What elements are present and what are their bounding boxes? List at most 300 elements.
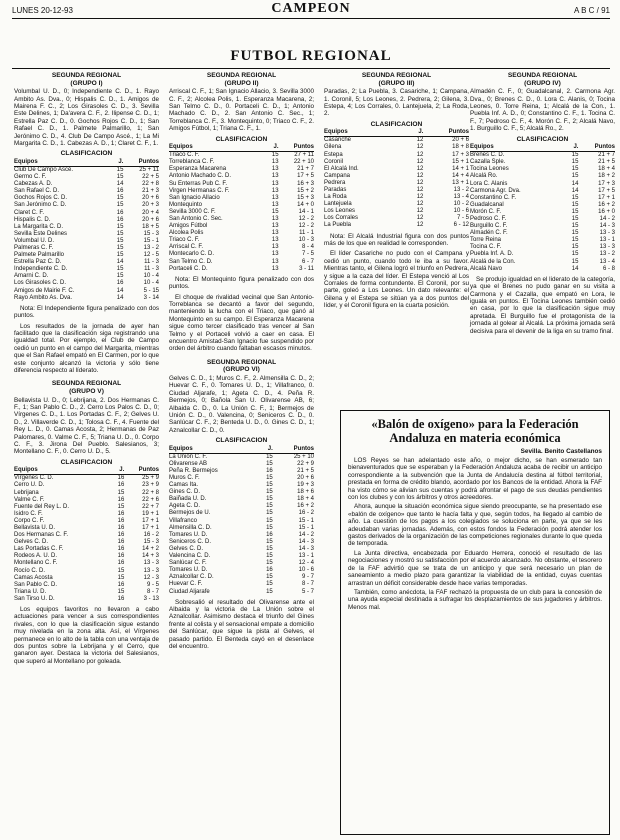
points: 15 + 1 bbox=[452, 158, 469, 165]
team-name: Su Enterras Pub C. F. bbox=[169, 180, 228, 187]
team-name: San Ignacio Allacio bbox=[169, 194, 220, 201]
standings-row bbox=[169, 503, 314, 510]
group-commentary: Se produjo igualdad en el liderato de la categoría, ya que el Brenes no pudo ganar en su visita a Carmona y el Cazalla, que empató en Lora, le iguala en puntos. El Tocina Leones también cedió en casa, por lo que la clasificación sigue muy apretada. El Burguillo fue el protagonista de la jornada al golear al Alcalá. La próxima jornada será decisiva para el devenir de la liga en su tramo final. bbox=[470, 275, 615, 335]
standings-row bbox=[169, 181, 314, 188]
points: 14 + 3 bbox=[142, 553, 159, 560]
standings-row bbox=[324, 208, 469, 215]
standings-row bbox=[14, 504, 159, 511]
games-played: 14 bbox=[571, 180, 579, 187]
standings-row bbox=[169, 553, 314, 560]
column-1 bbox=[14, 72, 159, 671]
points: 12 - 3 bbox=[143, 574, 159, 581]
team-name: La Unión C. F. bbox=[169, 453, 208, 460]
games-played: 15 bbox=[116, 195, 124, 202]
standings-row bbox=[324, 215, 469, 222]
standings-row bbox=[169, 475, 314, 482]
games-played: 15 bbox=[266, 588, 273, 595]
standings-row bbox=[470, 266, 615, 273]
games-played: 13 bbox=[271, 180, 279, 187]
team-name: Amigos de Mairie F. C. bbox=[14, 287, 75, 294]
points: 17 + 5 bbox=[297, 173, 314, 180]
standings-row bbox=[14, 181, 159, 188]
standings-row bbox=[324, 173, 469, 180]
points: 25 + 11 bbox=[139, 166, 159, 173]
points: 7 - 5 bbox=[301, 251, 314, 258]
standings-row bbox=[324, 187, 469, 194]
standings-row bbox=[470, 223, 615, 230]
group-block bbox=[14, 72, 159, 374]
group-results: Volumbal U. D., 0; Independiente C. D., 1. Rayo Ambito As. Dva., 0; Hispalis C. D., 1. Amigos de Mairena F. C., 2; Los Girasoles C. D., 3. Sevilla Este Delines, 1; Da'avera C. F., 2. Ilipense C. D., 1; Estrella Paz C. D., 0. Gochos Rojos C. D., 1; San Rafael C. D., 1. Palmete Palmarillo, 1; San Jerónimo C. D., 4. Club De Campo Ascé., 1; La Mi Margarita C. D., 1. Cabezas A. D., 1; Claret C. F., 1. bbox=[14, 88, 159, 148]
standings-header-cell: Equipos bbox=[14, 467, 108, 475]
standings-row bbox=[169, 546, 314, 553]
classification-heading: CLASIFICACION bbox=[370, 120, 423, 128]
classification-heading: CLASIFICACION bbox=[60, 458, 113, 466]
games-played: 12 bbox=[416, 222, 424, 229]
standings-row bbox=[470, 159, 615, 166]
games-played: 14 bbox=[571, 265, 579, 272]
team-name: Camas Acosta bbox=[14, 574, 53, 581]
games-played: 13 bbox=[271, 258, 279, 265]
games-played: 16 bbox=[117, 532, 125, 539]
points: 12 - 5 bbox=[143, 252, 159, 259]
standings-row bbox=[169, 152, 314, 160]
points: 16 - 2 bbox=[143, 532, 159, 539]
games-played: 15 bbox=[116, 266, 124, 273]
team-name: San Jerónimo C. D. bbox=[14, 202, 67, 209]
standings-header-row bbox=[14, 467, 159, 475]
standings-row bbox=[169, 453, 314, 461]
feature-body bbox=[348, 457, 602, 611]
standings-row bbox=[14, 511, 159, 518]
column-3 bbox=[324, 72, 469, 316]
games-played: 12 bbox=[416, 165, 424, 172]
standings-header-cell: Puntos bbox=[273, 446, 314, 454]
games-played: 15 bbox=[571, 159, 579, 166]
team-name: Sanlúcar C. F. bbox=[169, 560, 207, 567]
points: 8 - 4 bbox=[301, 244, 314, 251]
team-name: Esperanza Macarena bbox=[169, 166, 227, 173]
standings-row bbox=[169, 188, 314, 195]
standings-row bbox=[14, 295, 159, 302]
games-played: 15 bbox=[117, 574, 125, 581]
games-played: 16 bbox=[117, 510, 125, 517]
column-2 bbox=[169, 72, 314, 656]
points: 22 + 8 bbox=[142, 181, 159, 188]
games-played: 13 bbox=[271, 187, 279, 194]
team-name: Alcalá Navo bbox=[470, 265, 503, 272]
points: 10 - 2 bbox=[453, 201, 469, 208]
games-played: 14 bbox=[116, 259, 124, 266]
games-played: 13 bbox=[271, 223, 279, 230]
standings-row bbox=[470, 244, 615, 251]
team-name: Los Leones bbox=[324, 208, 356, 215]
group-block bbox=[324, 72, 469, 310]
games-played: 16 bbox=[116, 188, 124, 195]
standings-row bbox=[470, 188, 615, 195]
team-name: Hispalis C. D. bbox=[14, 216, 51, 223]
points: 14 + 2 bbox=[142, 546, 159, 553]
points: 15 - 1 bbox=[143, 237, 159, 244]
team-name: Amarni C. D. bbox=[14, 273, 49, 280]
games-played: 15 bbox=[271, 152, 279, 159]
standings-row bbox=[14, 482, 159, 489]
team-name: Huevar C. F. bbox=[169, 581, 203, 588]
standings-header-cell: Equipos bbox=[470, 144, 561, 152]
games-played: 13 bbox=[271, 194, 279, 201]
standings-row bbox=[14, 568, 159, 575]
points: 14 - 1 bbox=[298, 208, 314, 215]
team-name: Arriscal C. F. bbox=[169, 244, 204, 251]
team-name: La Roda bbox=[324, 194, 347, 201]
games-played: 15 bbox=[271, 208, 279, 215]
team-name: Gines C. D. bbox=[169, 489, 201, 496]
games-played: 15 bbox=[116, 244, 124, 251]
points: 21 + 7 bbox=[297, 166, 314, 173]
points: 18 + 2 bbox=[598, 173, 615, 180]
games-played: 15 bbox=[266, 503, 273, 510]
standings-header-cell: Puntos bbox=[423, 129, 469, 137]
points: 13 - 4 bbox=[453, 194, 469, 201]
points: 6 - 7 bbox=[301, 258, 314, 265]
team-name: Villafranco bbox=[169, 517, 197, 524]
standings-row bbox=[169, 230, 314, 237]
points: 10 - 4 bbox=[143, 273, 159, 280]
team-name: Sevilla 3000 C. F. bbox=[169, 208, 216, 215]
group-subtitle: (GRUPO IV) bbox=[524, 79, 561, 87]
team-name: Gilena bbox=[324, 144, 342, 151]
section-name: CAMPEON bbox=[271, 1, 351, 16]
games-played: 16 bbox=[117, 496, 125, 503]
group-title: SEGUNDA REGIONAL bbox=[51, 380, 122, 388]
group-results: Bellavista U. D., 0; Lebrijana, 2. Dos Hermanas C. F., 1; San Pablo C. D., 2. Cerro Los Palos C. D., 0; Vírgenes C. D., 1. Los Portadas C. F., 2; Gelves U. D., 2. Villaverde C. D., 1; Tolosa C. F., 4. Fuente del Rey L. D., 0. Camas Acosta, 2; Hermanas de Paz Palomares, 0. Valme C. F., 5; Triana U. D., 0. Corpo C. F., 3. Jirona Del Pueblo. Salesianos, 3; Montellano C. F., 0. Cerro U. D., 5. bbox=[14, 396, 159, 456]
points: 19 + 1 bbox=[142, 510, 159, 517]
standings-row bbox=[169, 518, 314, 525]
points: 5 - 15 bbox=[143, 287, 159, 294]
standings-row bbox=[14, 596, 159, 603]
standings-header-row bbox=[324, 129, 469, 137]
points: 7 - 5 bbox=[456, 215, 469, 222]
team-name: Carmona Agr. Dva. bbox=[470, 187, 521, 194]
points: 9 - 7 bbox=[301, 574, 314, 581]
standings-row bbox=[169, 567, 314, 574]
group-subtitle: (GRUPO VI) bbox=[223, 366, 260, 374]
games-played: 15 bbox=[117, 503, 125, 510]
points: 17 + 5 bbox=[598, 187, 615, 194]
points: 25 + 10 bbox=[293, 453, 314, 460]
games-played: 15 bbox=[116, 273, 124, 280]
standings-row bbox=[14, 195, 159, 202]
points: 11 - 3 bbox=[144, 259, 159, 266]
points: 11 - 3 bbox=[144, 266, 159, 273]
games-played: 15 bbox=[571, 173, 579, 180]
group-commentary: Sobresalió el resultado del Olivarense ante el Albaida y la victoria de La Unión sobre el Aznalcollar. Asimismo destaca el triunfo del Gines frente al colista y el sensacional empate a domicilio del Sanlúcar, que sigue la pista al Gelves, el pasado partido. El Benteda cayó en el desenlace del encuentro. bbox=[169, 598, 314, 651]
points: 15 - 3 bbox=[143, 539, 159, 546]
points: 13 - 4 bbox=[599, 258, 615, 265]
team-name: Morón C. F. bbox=[470, 208, 502, 215]
games-played: 13 bbox=[271, 251, 279, 258]
games-played: 15 bbox=[266, 510, 273, 517]
points: 20 + 6 bbox=[142, 216, 159, 223]
points: 22 + 7 bbox=[142, 503, 159, 510]
standings-header-cell: J. bbox=[256, 446, 273, 454]
team-name: Puebla Inf. A. D. bbox=[470, 251, 514, 258]
points: 18 + 4 bbox=[297, 496, 314, 503]
team-name: Estrella Paz C. D. bbox=[14, 259, 62, 266]
points: 13 - 1 bbox=[298, 553, 314, 560]
standings-row bbox=[470, 216, 615, 223]
games-played: 12 bbox=[416, 201, 424, 208]
group-results: Arriscal C. F., 1; San Ignacio Allacio, 3. Sevilla 3000 C. F., 2; Alcolea Polis, 1. Esperanza Macarena, 2; San Telmo C. D., 0. Portaceli C. D., 1; Antonio Machado C. D., 2. San Antonio C. Sec., 1; Torreblanca C. F., 3. Montequinto, 0; Triaco C. F., 2. Amigos Fútbol, 1; Triana C. F., 1. bbox=[169, 88, 314, 133]
games-played: 13 bbox=[271, 265, 279, 272]
games-played: 15 bbox=[116, 223, 124, 230]
standings-row bbox=[324, 159, 469, 166]
team-name: Casariche bbox=[324, 137, 352, 144]
points: 12 - 2 bbox=[298, 215, 314, 222]
page-title: FUTBOL REGIONAL bbox=[12, 48, 610, 69]
games-played: 13 bbox=[271, 159, 279, 166]
points: 14 - 2 bbox=[599, 215, 615, 222]
points: 14 + 0 bbox=[297, 201, 314, 208]
standings-row bbox=[14, 553, 159, 560]
team-name: Sevilla Este Delines bbox=[14, 230, 68, 237]
games-played: 12 bbox=[416, 208, 424, 215]
games-played: 13 bbox=[271, 237, 279, 244]
team-name: Claret C. F. bbox=[14, 209, 45, 216]
standings-header-row bbox=[470, 144, 615, 152]
team-name: Los Corrales bbox=[324, 215, 359, 222]
standings-row bbox=[169, 237, 314, 244]
team-name: Peña R. Bermejos bbox=[169, 467, 218, 474]
games-played: 15 bbox=[266, 538, 273, 545]
points: 10 - 4 bbox=[143, 280, 159, 287]
standings-row bbox=[470, 259, 615, 266]
group-title: SEGUNDA REGIONAL bbox=[206, 358, 277, 366]
standings-row bbox=[169, 574, 314, 581]
team-name: Pedroso C. F. bbox=[470, 215, 507, 222]
games-played: 16 bbox=[117, 546, 125, 553]
standings-header-cell: Equipos bbox=[324, 129, 402, 137]
standings-header-cell: Puntos bbox=[124, 467, 159, 475]
team-name: San Pablo C. D. bbox=[14, 581, 58, 588]
standings-row bbox=[14, 238, 159, 245]
standings-row bbox=[169, 216, 314, 223]
games-played: 16 bbox=[117, 524, 125, 531]
team-name: Rocío C. D. bbox=[14, 567, 46, 574]
group-title: SEGUNDA REGIONAL bbox=[507, 72, 578, 79]
games-played: 15 bbox=[266, 453, 273, 460]
team-name: San Rafael C. D. bbox=[14, 188, 60, 195]
games-played: 16 bbox=[117, 482, 125, 489]
group-subtitle: (GRUPO V) bbox=[69, 387, 104, 395]
group-commentary: El choque de rivalidad vecinal que San Antonio-Torreblanca se decantó a favor del segundo, manteniendo la lucha con el Triaco, que ganó al Montequinto en su campo. El Esperanza Macarena sigue como tercer clasificado tras vencer al San Telmo y el Portaceli volvió a caer en casa. El encuentro Amistad-San Ignacio fue suspendido por orden del árbitro cuando faltaban escasos minutos. bbox=[169, 293, 314, 353]
feature-paragraph: También, como anécdota, la FAF rechazó la propuesta de un club para la concesión de una ayuda especial destinada a sufragar los desplazamientos de sus jugadores y árbitros. Menos mal. bbox=[348, 588, 602, 611]
standings-row bbox=[470, 251, 615, 258]
standings-row bbox=[324, 201, 469, 208]
standings-row bbox=[169, 166, 314, 173]
points: 10 - 6 bbox=[453, 208, 469, 215]
standings-table bbox=[470, 144, 615, 273]
points: 15 + 3 bbox=[297, 194, 314, 201]
page-header bbox=[12, 1, 610, 19]
games-played: 16 bbox=[266, 567, 273, 574]
team-name: Palmeras C. F. bbox=[14, 244, 54, 251]
group-title: SEGUNDA REGIONAL bbox=[361, 72, 432, 79]
classification-heading: CLASIFICACION bbox=[215, 135, 268, 143]
standings-row bbox=[470, 202, 615, 209]
standings-row bbox=[169, 209, 314, 216]
standings-header-cell: J. bbox=[402, 129, 424, 137]
games-played: 15 bbox=[117, 588, 125, 595]
points: 19 + 3 bbox=[297, 482, 314, 489]
points: 13 - 2 bbox=[453, 186, 469, 193]
group-commentary: El líder Casariche no pudo con el Campana y cedió un punto, cuando todo le iba a su favor. Mientras tanto, el Gilena logró el triunfo en Pedrera, y sigue a la caza del líder. El Estepa venció al Los Corrales de forma contundente. El Coronil, por su parte, goleó a Los Leones. Un dato relevante: el Gilena y el Estepa se sitúan ya a dos puntos del líder, y el Coronil figura en la cuarta posición. bbox=[324, 250, 469, 310]
games-played: 12 bbox=[416, 137, 424, 144]
standings-row bbox=[324, 180, 469, 187]
team-name: Campana bbox=[324, 172, 351, 179]
standings-row bbox=[324, 222, 469, 229]
games-played: 14 bbox=[571, 187, 579, 194]
group-results: Gelves C. D., 1; Muros C. F., 2. Almensilla C. D., 2; Huevar C. F., 0. Tomares U. D., 1; Villafranco, 0. Ciudad Aljarafe, 1; Ageta C. D., 4. Peña R. Bermejos, 0; Bañola San U. Olivarense AB, 6; Albaida C. D., 0. La Unión C. F., 1; Bermejos de Unión C. D., 0. Valencina, 0; Seniceros C. D., 0. Sanlúcar C. F., 2; Benteda U. D., 0. Gines C. D., 1; Aznalcollar C. D., 0. bbox=[169, 374, 314, 434]
points: 16 + 3 bbox=[297, 180, 314, 187]
team-name: Paradas bbox=[324, 186, 347, 193]
points: 16 + 2 bbox=[297, 503, 314, 510]
standings-row bbox=[169, 223, 314, 230]
games-played: 15 bbox=[116, 230, 124, 237]
points: 15 - 3 bbox=[143, 230, 159, 237]
team-name: Olivarense AB bbox=[169, 460, 208, 467]
standings-row bbox=[14, 589, 159, 596]
points: 16 + 0 bbox=[598, 208, 615, 215]
standings-row bbox=[169, 489, 314, 496]
points: 10 - 6 bbox=[298, 567, 314, 574]
feature-article bbox=[340, 410, 610, 835]
points: 25 + 9 bbox=[142, 475, 159, 482]
games-played: 15 bbox=[571, 215, 579, 222]
team-name: Fuente del Rey L. D. bbox=[14, 503, 70, 510]
games-played: 15 bbox=[571, 208, 579, 215]
games-played: 15 bbox=[571, 230, 579, 237]
standings-header-cell: Equipos bbox=[14, 159, 108, 167]
games-played: 16 bbox=[117, 539, 125, 546]
games-played: 14 bbox=[116, 287, 124, 294]
standings-table bbox=[169, 144, 314, 273]
points: 10 - 3 bbox=[298, 237, 314, 244]
standings-header-row bbox=[169, 446, 314, 454]
standings-row bbox=[14, 539, 159, 546]
team-name: Estepa bbox=[324, 151, 343, 158]
team-name: Vírgenes C. D. bbox=[14, 475, 54, 482]
points: 13 + 1 bbox=[452, 179, 469, 186]
standings-row bbox=[14, 231, 159, 238]
games-played: 15 bbox=[266, 475, 273, 481]
games-played: 15 bbox=[116, 202, 124, 209]
team-name: Gelves C. D. bbox=[169, 545, 204, 552]
team-name: Burguillo C. F. bbox=[470, 223, 508, 230]
points: 18 + 6 bbox=[297, 489, 314, 496]
standings-row bbox=[169, 539, 314, 546]
points: 3 - 14 bbox=[143, 294, 159, 301]
standings-row bbox=[324, 194, 469, 201]
team-name: Camas Ita. bbox=[169, 482, 199, 489]
standings-row bbox=[14, 497, 159, 504]
group-block bbox=[169, 359, 314, 651]
standings-row bbox=[14, 560, 159, 567]
team-name: Tocina C. F. bbox=[470, 244, 502, 251]
points: 14 - 2 bbox=[298, 531, 314, 538]
standings-header-row bbox=[14, 159, 159, 167]
points: 3 - 11 bbox=[299, 265, 314, 272]
team-name: Ciudad Aljarafe bbox=[169, 588, 210, 595]
standings-row bbox=[14, 288, 159, 295]
standings-row bbox=[14, 532, 159, 539]
standings-header-cell: J. bbox=[108, 159, 123, 167]
standings-row bbox=[169, 482, 314, 489]
team-name: Tomares U. D. bbox=[169, 531, 208, 538]
games-played: 14 bbox=[116, 181, 124, 188]
column-4 bbox=[470, 72, 615, 341]
points: 13 - 3 bbox=[599, 230, 615, 237]
team-name: Constantino C. F. bbox=[470, 194, 517, 201]
team-name: Triana U. D. bbox=[14, 588, 47, 595]
standings-table bbox=[14, 159, 159, 302]
points: 27 + 11 bbox=[294, 152, 314, 159]
games-played: 12 bbox=[416, 215, 424, 222]
standings-row bbox=[169, 525, 314, 532]
games-played: 16 bbox=[116, 209, 124, 216]
team-name: Antonio Machado C. D. bbox=[169, 173, 232, 180]
games-played: 15 bbox=[266, 524, 273, 531]
team-name: Seniceros C. D. bbox=[169, 538, 212, 545]
points: 21 + 5 bbox=[598, 159, 615, 166]
standings-row bbox=[169, 496, 314, 503]
games-played: 15 bbox=[116, 252, 124, 259]
standings-row bbox=[169, 510, 314, 517]
games-played: 16 bbox=[116, 280, 124, 287]
games-played: 15 bbox=[266, 460, 273, 467]
games-played: 15 bbox=[266, 482, 273, 489]
team-name: San Tirso U. D. bbox=[14, 595, 55, 602]
standings-header-cell: J. bbox=[264, 144, 279, 152]
points: 17 + 1 bbox=[142, 517, 159, 524]
standings-header-row bbox=[169, 144, 314, 152]
standings-row bbox=[14, 490, 159, 497]
team-name: Virgen Hermanas C. F. bbox=[169, 187, 230, 194]
team-name: Bellavista U. D. bbox=[14, 524, 56, 531]
games-played: 13 bbox=[271, 166, 279, 173]
standings-row bbox=[169, 266, 314, 273]
team-name: Bermejos de U. bbox=[169, 510, 211, 517]
games-played: 15 bbox=[266, 517, 273, 524]
team-name: Valencina C. D. bbox=[169, 553, 211, 560]
team-name: Aznalcollar C. D. bbox=[169, 574, 214, 581]
standings-table bbox=[14, 467, 159, 603]
classification-heading: CLASIFICACION bbox=[516, 135, 569, 143]
games-played: 15 bbox=[571, 166, 579, 173]
standings-row bbox=[14, 475, 159, 483]
standings-row bbox=[14, 202, 159, 209]
standings-row bbox=[324, 144, 469, 151]
standings-row bbox=[14, 259, 159, 266]
team-name: Torreblanca C. F. bbox=[169, 159, 215, 166]
standings-header-cell: J. bbox=[561, 144, 578, 152]
standings-row bbox=[14, 518, 159, 525]
standings-row bbox=[169, 581, 314, 588]
points: 20 + 3 bbox=[142, 202, 159, 209]
classification-heading: CLASIFICACION bbox=[215, 437, 268, 445]
team-name: Portaceli C. D. bbox=[169, 265, 208, 272]
team-name: Baiñada U. D. bbox=[169, 496, 207, 503]
games-played: 15 bbox=[571, 194, 579, 201]
